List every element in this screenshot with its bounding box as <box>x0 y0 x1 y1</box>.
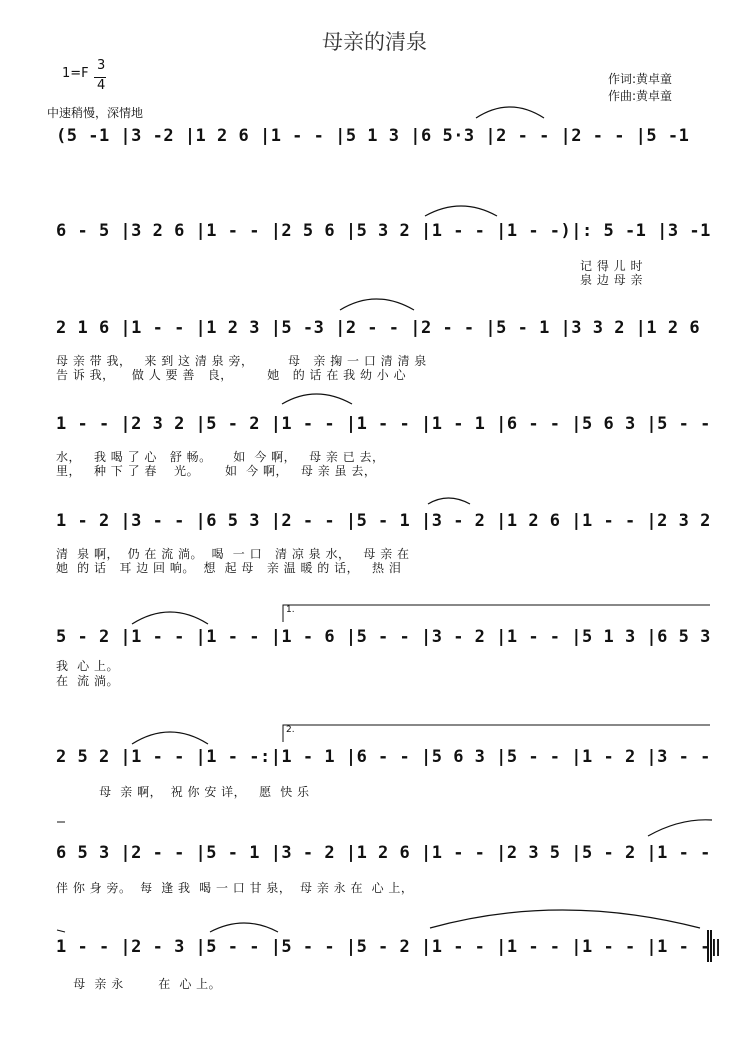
lyric-line-2: 她 的 话 耳 边 回 响。 想 起 母 亲 温 暖 的 话， 热 泪 <box>56 561 402 575</box>
lyric-line-2: 在 流 淌。 <box>56 674 119 688</box>
notes-row-1: (5 -1 |3 -2 |1 2 6 |1 - - |5 1 3 |6 5·3 |2 - - |2 - - |5 -1 <box>56 126 690 146</box>
lyric-line-1: 母 亲 永 在 心 上。 <box>56 977 222 991</box>
slur <box>210 923 278 932</box>
ending-bracket-1 <box>283 605 710 622</box>
lyricist-credit: 作词:黄卓童 <box>608 72 673 86</box>
slur <box>428 498 470 504</box>
lyric-line-1: 清 泉 啊， 仍 在 流 淌。 喝 一 口 清 凉 泉 水， 母 亲 在 <box>56 547 410 561</box>
slur <box>340 299 414 310</box>
slur <box>430 910 700 928</box>
lyric-line-1: 我 心 上。 <box>56 659 119 673</box>
notes-row-3: 2 1 6 |1 - - |1 2 3 |5 -3 |2 - - |2 - - |5 - 1 |3 3 2 |1 2 6 <box>56 318 701 338</box>
song-title: 母亲的清泉 <box>322 30 427 54</box>
composer-credit: 作曲:黄卓童 <box>608 89 673 103</box>
slur <box>282 394 352 404</box>
notes-row-9: 1 - - |2 - 3 |5 - - |5 - - |5 - 2 |1 - - |1 - - |1 - - |1 - -‖ <box>56 937 722 957</box>
lyric-line-2: 告 诉 我， 做 人 要 善 良， 她 的 话 在 我 幼 小 心 <box>56 368 407 382</box>
end-barline <box>708 930 711 962</box>
lyric-line-2: 泉 边 母 亲 <box>580 273 643 287</box>
key-signature: 1=F <box>62 66 89 81</box>
lyric-line-2: 里， 种 下 了 春 光。 如 今 啊， 母 亲 虽 去， <box>56 464 377 478</box>
notes-row-4: 1 - - |2 3 2 |5 - 2 |1 - - |1 - - |1 - 1 |6 - - |5 6 3 |5 - - <box>56 414 711 434</box>
lyric-line-1: 母 亲 啊， 祝 你 安 详， 愿 快 乐 <box>56 785 310 799</box>
slur <box>132 612 208 624</box>
notes-row-8: 6 5 3 |2 - - |5 - 1 |3 - 2 |1 2 6 |1 - - |2 3 5 |5 - 2 |1 - - <box>56 843 711 863</box>
notes-row-7: 2 5 2 |1 - - |1 - -:|1 - 1 |6 - - |5 6 3 |5 - - |1 - 2 |3 - - <box>56 747 711 767</box>
lyric-line-1: 母 亲 带 我， 来 到 这 清 泉 旁， 母 亲 掬 一 口 清 清 泉 <box>56 354 427 368</box>
lyric-line-1: 水， 我 喝 了 心 舒 畅。 如 今 啊， 母 亲 已 去， <box>56 450 385 464</box>
notes-row-6: 5 - 2 |1 - - |1 - - |1 - 6 |5 - - |3 - 2 |1 - - |5 1 3 |6 5 3 <box>56 627 711 647</box>
second-ending-mark: 2. <box>286 725 295 735</box>
bracket-end <box>57 930 65 932</box>
tempo-marking: 中速稍慢，深情地 <box>47 106 144 120</box>
slur <box>476 107 544 118</box>
slur <box>425 206 497 216</box>
slur <box>648 820 712 836</box>
lyric-line-1: 伴 你 身 旁。 每 逢 我 喝 一 口 甘 泉， 母 亲 永 在 心 上， <box>56 881 414 895</box>
time-signature-top: 3 <box>97 58 106 73</box>
lyric-line-1: 记 得 儿 时 <box>580 259 643 273</box>
ending-bracket-2 <box>283 725 710 742</box>
slur <box>132 732 208 744</box>
time-signature-bottom: 4 <box>97 78 106 93</box>
notes-row-2: 6 - 5 |3 2 6 |1 - - |2 5 6 |5 3 2 |1 - - |1 - -)|: 5 -1 |3 -1 <box>56 221 711 241</box>
notes-row-5: 1 - 2 |3 - - |6 5 3 |2 - - |5 - 1 |3 - 2 |1 2 6 |1 - - |2 3 2 <box>56 511 711 531</box>
first-ending-mark: 1. <box>286 605 295 615</box>
